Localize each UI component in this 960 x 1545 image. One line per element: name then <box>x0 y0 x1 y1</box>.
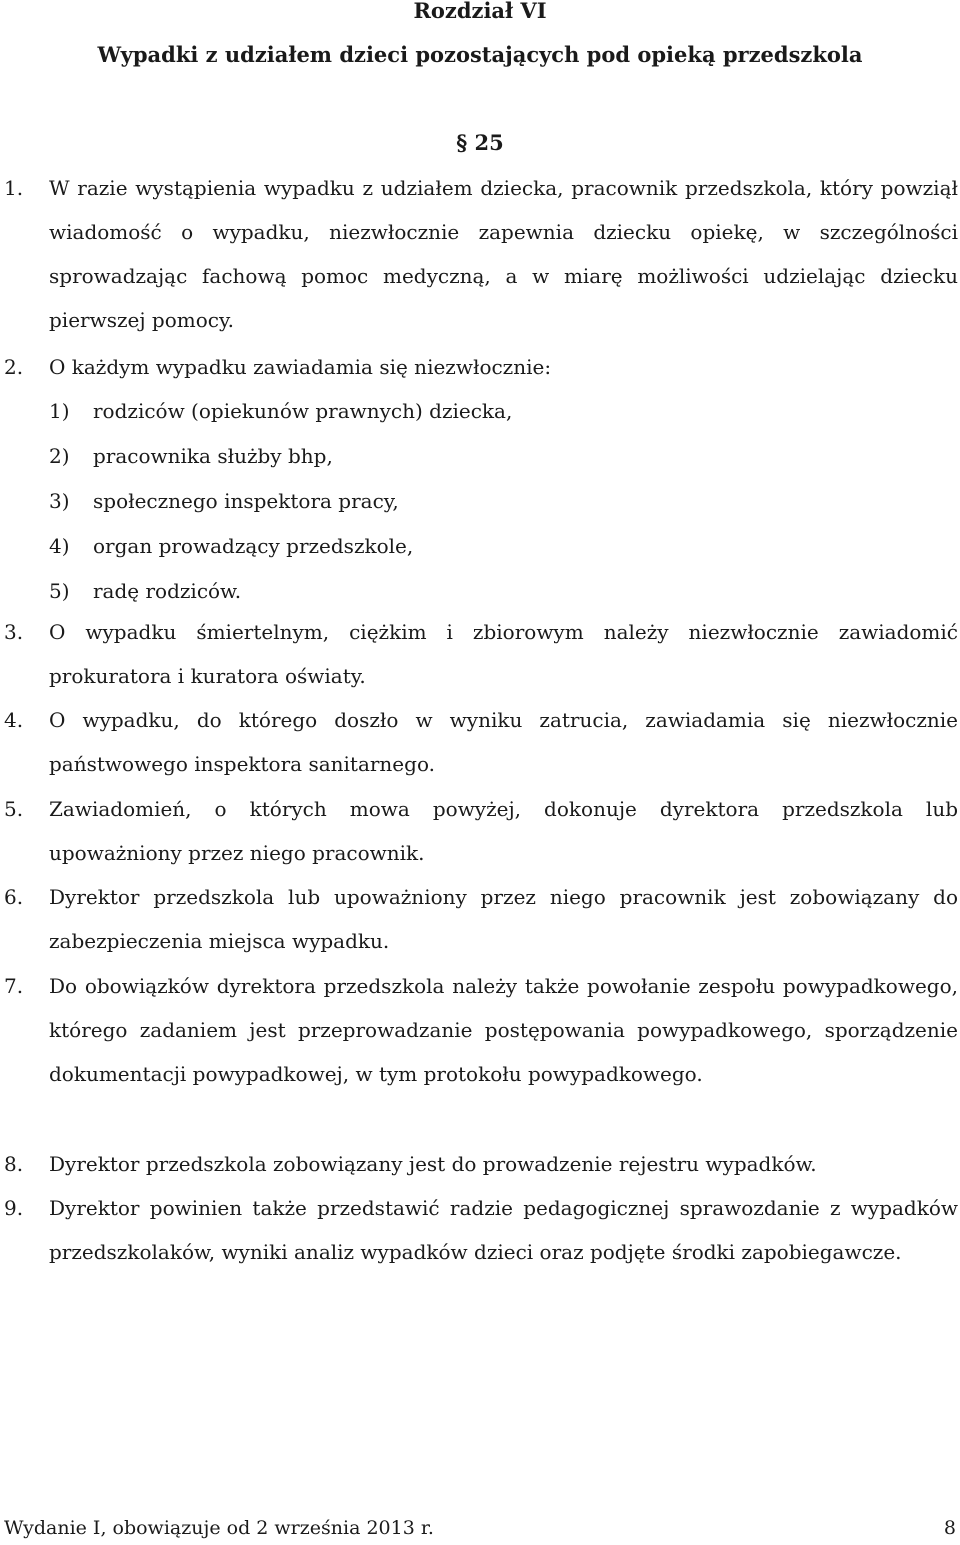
chapter-number: Rozdział VI <box>413 0 547 23</box>
list-item-number: 5) <box>49 579 70 603</box>
list-item-text: radę rodziców. <box>93 579 242 603</box>
item-text: Zawiadomień, o których mowa powyżej, dokonuje dyrektora przedszkola lub upoważniony przez niego pracownik. <box>49 797 958 865</box>
list-item-number: 3) <box>49 489 70 513</box>
item-text: W razie wystąpienia wypadku z udziałem dziecka, pracownik przedszkola, który powziął wiadomość o wypadku, niezwłocznie zapewnia dziecku opiekę, w szczególności sprowadzając fachową pomoc medyczną, a w miarę możliwości udzielając dziecku pierwszej pomocy. <box>49 176 958 332</box>
item-text: O wypadku, do którego doszło w wyniku zatrucia, zawiadamia się niezwłocznie państwowego inspektora sanitarnego. <box>49 708 958 776</box>
paragraph-item-8 <box>0 1142 958 1186</box>
notification-list <box>0 389 958 614</box>
item-number: 4. <box>4 708 24 732</box>
paragraph-item-2 <box>0 345 958 614</box>
item-number: 2. <box>4 355 24 379</box>
paragraph-item-9 <box>0 1186 958 1274</box>
list-item <box>0 389 958 434</box>
item-text: O każdym wypadku zawiadamia się niezwłocznie: <box>49 355 552 379</box>
item-text: Dyrektor przedszkola zobowiązany jest do prowadzenie rejestru wypadków. <box>49 1152 817 1176</box>
list-item <box>0 434 958 479</box>
item-text: Do obowiązków dyrektora przedszkola należy także powołanie zespołu powypadkowego, którego zadaniem jest przeprowadzanie postępowania powypadkowego, sporządzenie dokumentacji powypadkowej, w tym protokołu powypadkowego. <box>49 974 958 1086</box>
chapter-title: Wypadki z udziałem dzieci pozostających pod opieką przedszkola <box>97 42 863 67</box>
list-item <box>0 569 958 614</box>
item-number: 7. <box>4 974 24 998</box>
list-item <box>0 524 958 569</box>
paragraph-item-1 <box>0 166 958 342</box>
paragraph-item-5 <box>0 787 958 875</box>
paragraph-item-4 <box>0 698 958 786</box>
item-text: Dyrektor przedszkola lub upoważniony przez niego pracownik jest zobowiązany do zabezpieczenia miejsca wypadku. <box>49 885 958 953</box>
paragraph-item-7 <box>0 964 958 1096</box>
paragraph-item-6 <box>0 875 958 963</box>
item-number: 9. <box>4 1196 24 1220</box>
item-number: 1. <box>4 176 24 200</box>
list-item-text: społecznego inspektora pracy, <box>93 489 399 513</box>
footer-edition: Wydanie I, obowiązuje od 2 września 2013 r. <box>4 1517 434 1539</box>
list-item-number: 1) <box>49 399 70 423</box>
paragraph-item-3 <box>0 610 958 698</box>
list-item-text: pracownika służby bhp, <box>93 444 333 468</box>
item-text: O wypadku śmiertelnym, ciężkim i zbiorowym należy niezwłocznie zawiadomić prokuratora i kuratora oświaty. <box>49 620 958 688</box>
item-number: 5. <box>4 797 24 821</box>
item-number: 3. <box>4 620 24 644</box>
list-item-text: organ prowadzący przedszkole, <box>93 534 414 558</box>
item-number: 8. <box>4 1152 24 1176</box>
item-number: 6. <box>4 885 24 909</box>
list-item-number: 2) <box>49 444 70 468</box>
list-item-number: 4) <box>49 534 70 558</box>
list-item <box>0 479 958 524</box>
item-text: Dyrektor powinien także przedstawić radzie pedagogicznej sprawozdanie z wypadków przedszkolaków, wyniki analiz wypadków dzieci oraz podjęte środki zapobiegawcze. <box>49 1196 958 1264</box>
section-number: § 25 <box>456 130 504 155</box>
page-number: 8 <box>943 1517 956 1539</box>
list-item-text: rodziców (opiekunów prawnych) dziecka, <box>93 399 513 423</box>
